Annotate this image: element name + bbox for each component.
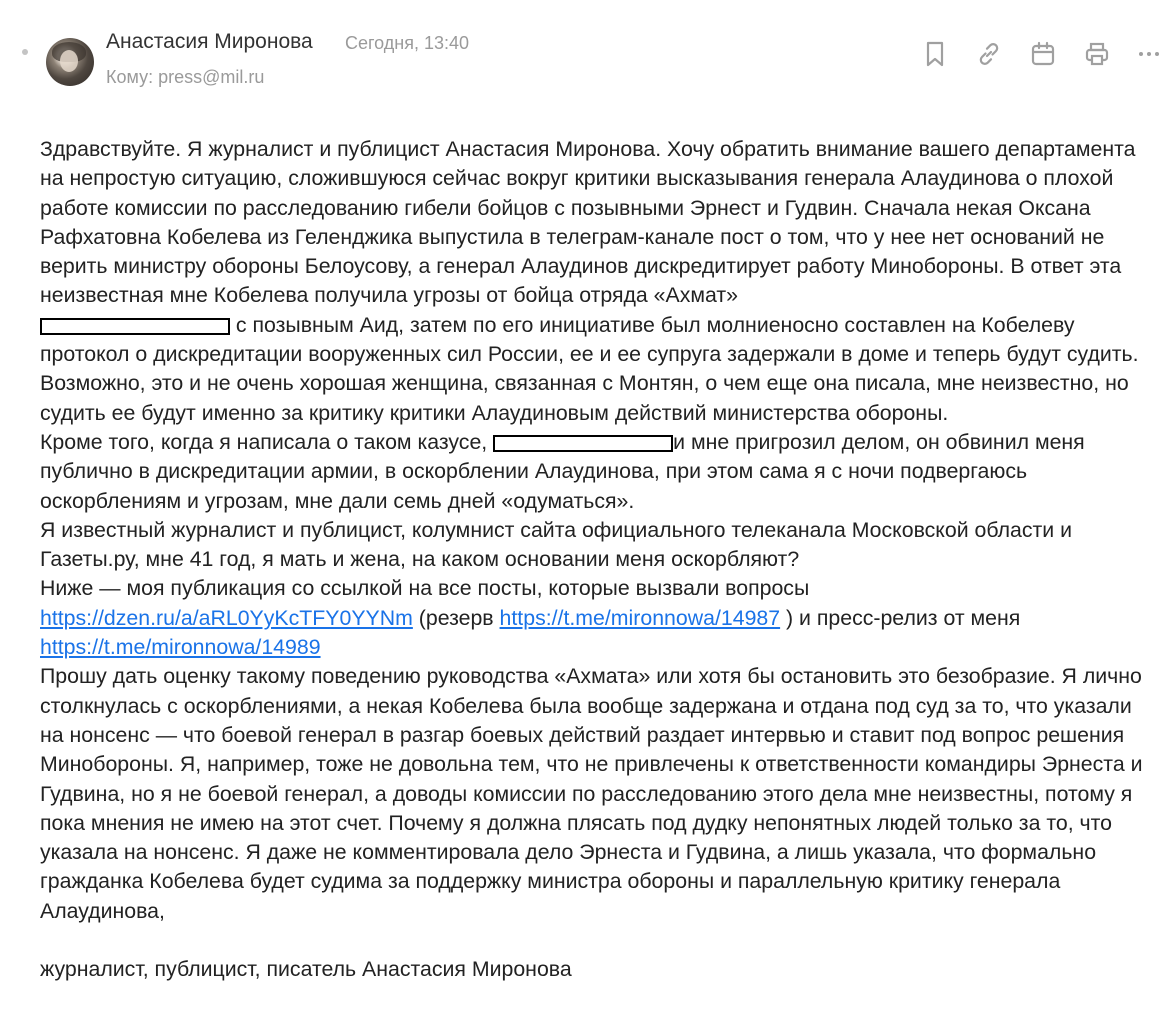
paragraph-threats [40,428,1155,516]
more-button[interactable] [1134,39,1164,69]
print-icon [1084,41,1110,67]
calendar-button[interactable] [1028,39,1058,69]
paragraph-about: Я известный журналист и публицист, колумнист сайта официального телеканала Московской области и Газеты.ру, мне 41 год, я мать и жена, на каком основании меня оскорбляют? [40,517,1072,572]
links-reserve-label: (резерв [412,605,500,630]
sender-name[interactable]: Анастасия Миронова [106,30,313,53]
paragraph-request: Прошу дать оценку такому поведению руководства «Ахмата» или хотя бы остановить это безобразие. Я лично столкнулась с оскорблениями, а некая Кобелева была вообще задержана и отдана под суд за то, что указали на нонсенс — что боевой генерал в разгар боевых действий раздает интервью и ставит под вопрос решения Минобороны. Я, например, тоже не довольна тем, что не привлечены к ответственности командиры Эрнеста и Гудвина, но я не боевой генерал, а доводы комиссии по расследованию этого дела мне неизвестны, потому я пока мнения не имею на этот счет. Почему я должна плясать под дудку непонятных людей только за то, что указала на нонсенс. Я даже не комментировала дело Эрнеста и Гудвина, а лишь указала, что формально гражданка Кобелева будет судима за поддержку министра обороны и параллельную критику генерала Алаудинова, [40,664,1143,923]
print-button[interactable] [1082,39,1112,69]
copy-link-button[interactable] [974,39,1004,69]
to-label: Кому: [106,67,154,87]
paragraph-intro-continued: с позывным Аид, затем по его инициативе был молниеносно составлен на Кобелеву протокол о дискредитации вооруженных сил России, ее и ее супруга задержали в доме и теперь будут судить. Возможно, это и не очень хорошая женщина, связанная с Монтян, о чем еще она писала, мне неизвестно, но судить ее будут именно за критику критики Алаудиновым действий министерства обороны. [40,312,1139,425]
redacted-block [40,318,230,335]
paragraph-intro-text: Здравствуйте. Я журналист и публицист Анастасия Миронова. Хочу обратить внимание вашего департамента на непростую ситуацию, сложившуюся сейчас вокруг критики высказывания генерала Алаудинова о плохой работе комиссии по расследованию гибели бойцов с позывными Эрнест и Гудвин. Сначала некая Оксана Рафхатовна Кобелева из Геленджика выпустила в телеграм-канале пост о том, что у нее нет оснований не верить министру обороны Белоусову, а генерал Алаудинов дискредитирует работу Минобороны. В ответ эта неизвестная мне Кобелева получила угрозы от бойца отряда «Ахмат» [40,137,1136,308]
bookmark-button[interactable] [920,39,950,69]
redacted-block [493,435,673,452]
link-telegram-post[interactable]: https://t.me/mironnowa/14987 [499,605,781,630]
link-dzen[interactable]: https://dzen.ru/a/aRL0YyKcTFY0YYNm [40,605,413,630]
paragraph-intro [40,135,1155,428]
links-intro: Ниже — моя публикация со ссылкой на все посты, которые вызвали вопросы [40,576,810,601]
bookmark-icon [924,41,946,67]
link-icon [976,41,1002,67]
calendar-icon [1030,41,1056,67]
more-icon [1136,41,1162,67]
link-telegram-press-release[interactable]: https://t.me/mironnowa/14989 [40,635,321,660]
avatar-face [60,50,78,72]
links-press-label: ) и пресс-релиз от меня [780,605,1021,630]
avatar[interactable] [46,38,94,86]
unread-dot [22,49,28,55]
message-body [40,135,1155,985]
to-address[interactable]: press@mil.ru [158,67,265,87]
paragraph-threats-end: и мне пригрозил делом, он обвинил меня публично в дискредитации армии, в оскорблении Алаудинова, при этом сама я с ночи подвергаюсь оскорблениям и угрозам, мне дали семь дней «одуматься». [40,429,1085,513]
signature: журналист, публицист, писатель Анастасия Миронова [40,957,572,982]
paragraph-threats-start: Кроме того, когда я написала о таком казусе, [40,429,494,454]
message-date: Сегодня, 13:40 [345,33,470,53]
paragraph-links [40,574,1155,662]
recipient-line [106,67,264,88]
spacer [40,926,1155,955]
